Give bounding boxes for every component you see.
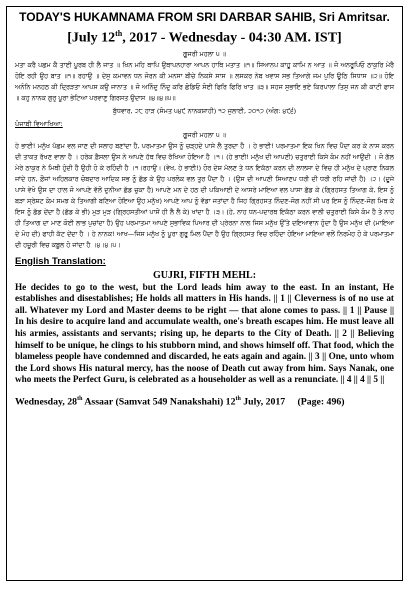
date-heading-sup: th: [115, 29, 123, 38]
gurmukhi-title: ਗੂਜਰੀ ਮਹਲਾ ੫ ॥: [183, 49, 226, 58]
date-heading-post: , 2017 - Wednesday - 04:30 AM. IST]: [122, 30, 342, 46]
punjabi-text: ਹੇ ਭਾਈ! ਮਨੁੱਖ ਪੱਛਮ ਵਲ ਜਾਣ ਦੀ ਸਲਾਹ ਬਣਾਂਦਾ ਹੈ, ਪਰਮਾਤਮਾ ਉਸ ਨੂੰ ਚੜ੍ਹਦੇ ਪਾਸੇ ਲੈ ਤੁਰਦਾ ਹੈ । ਹੇ ਭਾਈ! ਪਰਮਾਤਮਾ ਇਕ ਖਿਨ ਵਿਚ ਪੈਦਾ ਕਰ ਕੇ ਨਾਸ ਕਰਨ ਦੀ ਤਾਕਤ ਰੱਖਣ ਵਾਲਾ ਹੈ । ਹਰੇਕ ਫ਼ੈਸਲਾ ਉਸ ਨੇ ਆਪਣੇ ਹੱਥ ਵਿਚ ਰੱਖਿਆ ਹੋਇਆ ਹੈ ।੧। (ਹੇ ਭਾਈ! ਮਨੁੱਖ ਦੀ ਆਪਣੀ) ਚਤੁਰਾਈ ਕਿਸੇ ਕੰਮ ਨਹੀਂ ਆਉਂਦੀ । ਜੋ ਗੱਲ ਮੇਰੇ ਠਾਕੁਰ ਨੇ ਮਿਥੀ ਹੁੰਦੀ ਹੈ ਉਹੀ ਹੋ ਕੇ ਰਹਿੰਦੀ ਹੈ ।੧।ਰਹਾਉ। (ਵੇਖ, ਹੇ ਭਾਈ!) ਹੋਰ ਦੇਸ਼ ਮੱਲਣ ਤੇ ਧਨ ਇਕੱਠਾ ਕਰਨ ਦੀ ਲਾਲਸਾ ਦੇ ਵਿਚ ਹੀ ਮਨੁੱਖ ਦੇ ਪ੍ਰਾਣ ਨਿਕਲ ਜਾਂਦੇ ਹਨ, ਫ਼ੌਜਾਂ ਅਹਿਲਕਾਰ ਚੋਬਦਾਰ ਆਦਿਕ ਸਭ ਨੂੰ ਛੱਡ ਕੇ ਉਹ ਪਰਲੋਕ ਵਲ ਤੁਰ ਪੈਂਦਾ ਹੈ । (ਉਸ ਦੀ ਆਪਣੀ ਸਿਆਣਪ ਧਰੀ ਦੀ ਧਰੀ ਰਹਿ ਜਾਂਦੀ ਹੈ) ।੨। (ਦੂਜੇ ਪਾਸੇ ਵੇਖੋ ਉਸ ਦਾ ਹਾਲ ਜੋ ਆਪਣੇ ਵੱਲੋਂ ਦੁਨੀਆ ਛੱਡ ਚੁਕਾ ਹੈ) ਆਪਣੇ ਮਨ ਦੇ ਹਠ ਦੀ ਪਕਿਆਈ ਦੇ ਆਸਰੇ ਮਾਇਆ ਵਲ ਪਾਸਾ ਛੱਡ ਕੇ (ਗ੍ਰਿਹਸਤ ਤਿਆਗ ਕੇ, ਇਸ ਨੂੰ ਬੜਾ ਸ੍ਰੇਸ਼ਟ ਕੰਮ ਸਮਝ ਕੇ ਤਿਆਗੀ ਬਣਿਆ ਹੋਇਆ ਉਹ ਮਨੁੱਖ) ਆਪਣੇ ਆਪ ਨੂੰ ਵੱਡਾ ਜਤਾਂਦਾ ਹੈ ਜਿਹ ਗ੍ਰਿਹਸਤ ਨਿੰਦਣ-ਜੋਗ ਨਹੀਂ ਸੀ ਪਰ ਇਸ ਨੂੰ ਨਿੰਦਣ-ਜੋਗ ਮਿਥ ਕੇ ਇਸ ਨੂੰ ਛੱਡ ਦੇਂਦਾ ਹੈ (ਛੱਡ ਕੇ ਭੀ) ਮੁੜ ਮੁੜ (ਗ੍ਰਿਹਸਤੀਆਂ ਪਾਸੋਂ ਹੀ ਲੈ ਲੈ ਕੇ) ਖਾਂਦਾ ਹੈ ।੩। (ਹੇ, ਨਾਹ ਧਨ-ਪਦਾਰਥ ਇਕੱਠਾ ਕਰਨ ਵਾਲੀ ਚਤੁਰਾਈ ਕਿਸੇ ਕੰਮ ਹੈ ਤੇ ਨਾਹ ਹੀ ਤਿਆਗ ਦਾ ਮਾਣ ਕੋਈ ਲਾਭ ਪੁਚਾਂਦਾ ਹੈ) ਉਹ ਪਰਮਾਤਮਾ ਆਪਣੇ ਸੁਭਾਵਿਕ ਪਿਆਰ ਦੀ ਪ੍ਰੇਰਨਾ ਨਾਲ ਜਿਸ ਮਨੁੱਖ ਉੱਤੇ ਦਇਆਵਾਨ ਹੁੰਦਾ ਹੈ ਉਸ ਮਨੁੱਖ ਦੀ (ਮਾਇਆ ਦੇ ਮੋਹ ਦੀ) ਫਾਹੀ ਕੱਟ ਦੇਂਦਾ ਹੈ । ਹੇ ਨਾਨਕ! ਆਖ—ਜਿਸ ਮਨੁੱਖ ਨੂੰ ਪੂਰਾ ਗੁਰੂ ਮਿਲ ਪੈਂਦਾ ਹੈ ਉਹ ਗ੍ਰਿਹਸਤ ਵਿਚ ਰਹਿੰਦਾ ਹੋਇਆ ਮਾਇਆ ਵਲੋਂ ਨਿਰਮੋਹ ਹੋ ਕੇ ਪਰਮਾਤਮਾ ਦੀ ਹਜ਼ੂਰੀ ਵਿਚ ਕਬੂਲ ਹੋ ਜਾਂਦਾ ਹੈ ।੪।੪।੫।: [15, 141, 394, 249]
punjabi-title: ਗੂਜਰੀ ਮਹਲਾ ੫ ॥: [183, 130, 226, 139]
date-heading-pre: [July 12: [67, 30, 116, 46]
footer-sup2: th: [235, 396, 241, 402]
gurmukhi-text: ਮਤਾ ਕਰੈ ਪਛਮ ਕੈ ਤਾਈ ਪੂਰਬ ਹੀ ਲੈ ਜਾਤ ॥ ਖਿਨ ਮਹਿ ਥਾਪਿ ਉਥਾਪਨਹਾਰਾ ਆਪਨ ਹਾਥਿ ਮਤਾਤ ॥੧॥ ਸਿਆਨਪ ਕਾਹੂ ਕਾਮਿ ਨ ਆਤ ॥ ਜੋ ਅਨਰੂਪਿਓ ਠਾਕੁਰਿ ਮੇਰੈ ਹੋਇ ਰਹੀ ਉਹ ਬਾਤ ॥੧॥ ਰਹਾਉ ॥ ਦੇਸੁ ਕਮਾਵਨ ਧਨ ਜੋਰਨ ਕੀ ਮਨਸਾ ਬੀਚੇ ਨਿਕਸੇ ਸਾਸ ॥ ਲਸਕਰ ਨੇਬ ਖਵਾਸ ਸਭ ਤਿਆਗੇ ਜਮ ਪੁਰਿ ਊਠਿ ਸਿਧਾਸ ॥੨॥ ਹੋਇ ਅਨੰਨਿ ਮਨਹਠ ਕੀ ਦ੍ਰਿੜਤਾ ਆਪਸ ਕਉ ਜਾਨਾਤ ॥ ਜੋ ਅਨਿੰਦੁ ਨਿੰਦੁ ਕਰਿ ਛੋਡਿਓ ਸੋਈ ਫਿਰਿ ਫਿਰਿ ਖਾਤ ॥੩॥ ਸਹਜ ਸੁਭਾਇ ਭਏ ਕਿਰਪਾਲਾ ਤਿਸੁ ਜਨ ਕੀ ਕਾਟੀ ਫਾਸ ॥ ਕਹੁ ਨਾਨਕ ਗੁਰੁ ਪੂਰਾ ਭੇਟਿਆ ਪਰਵਾਣੁ ਗਿਰਸਤ ਉਦਾਸ ॥੪॥੪॥੫॥: [15, 60, 394, 102]
english-title: GUJRI, FIFTH MEHL:: [152, 269, 257, 281]
footer-page: (Page: 496): [297, 396, 345, 408]
footer-date: [15, 393, 394, 408]
english-text: He decides to go to the west, but the Lord leads him away to the east. In an instant, He establishes and disestablishes; He holds all matters in His hands. || 1 || Cleverness is of no use at all. Whatever my Lord and Master deems to be right — that alone comes to pass. || 1 || Pause || In his desire to acquire land and accumulate wealth, one's breath escapes him. He must leave all his armies, assistants and servants; rising up, he departs to the City of Death. || 2 || Believing himself to be unique, he clings to his stubborn mind, and shows himself off. That food, which the blameless people have condemned and discarded, he eats again and again. || 3 || One, unto whom the Lord shows His natural mercy, has the noose of Death cut away from him. Says Nanak, one who meets the Perfect Guru, is celebrated as a householder as well as a renunciate. || 4 || 4 || 5 ||: [15, 281, 394, 385]
page-title: TODAY'S HUKAMNAMA FROM SRI DARBAR SAHIB, Sri Amritsar.: [19, 10, 390, 24]
english-heading: English Translation:: [15, 255, 106, 267]
date-heading: [15, 25, 394, 47]
footer-mid: Assaar (Samvat 549 Nanakshahi) 12: [82, 396, 236, 408]
footer-pre: Wednesday, 28: [15, 396, 78, 408]
punjabi-heading: ਪੰਜਾਬੀ ਵਿਆਖਿਆ:: [15, 119, 63, 128]
footer-post: July, 2017: [240, 396, 286, 408]
footer-sup1: th: [77, 396, 83, 402]
gurmukhi-date: ਬੁੱਧਵਾਰ, ੨੮ ਹਾੜ (ਸੰਮਤ ੫੪੯ ਨਾਨਕਸ਼ਾਹੀ) ੧੨ ਜੁਲਾਈ, ੨੦੧੭ (ਅੰਗ: ੪੯੬): [112, 106, 297, 115]
hukamnama-page: [6, 6, 403, 581]
